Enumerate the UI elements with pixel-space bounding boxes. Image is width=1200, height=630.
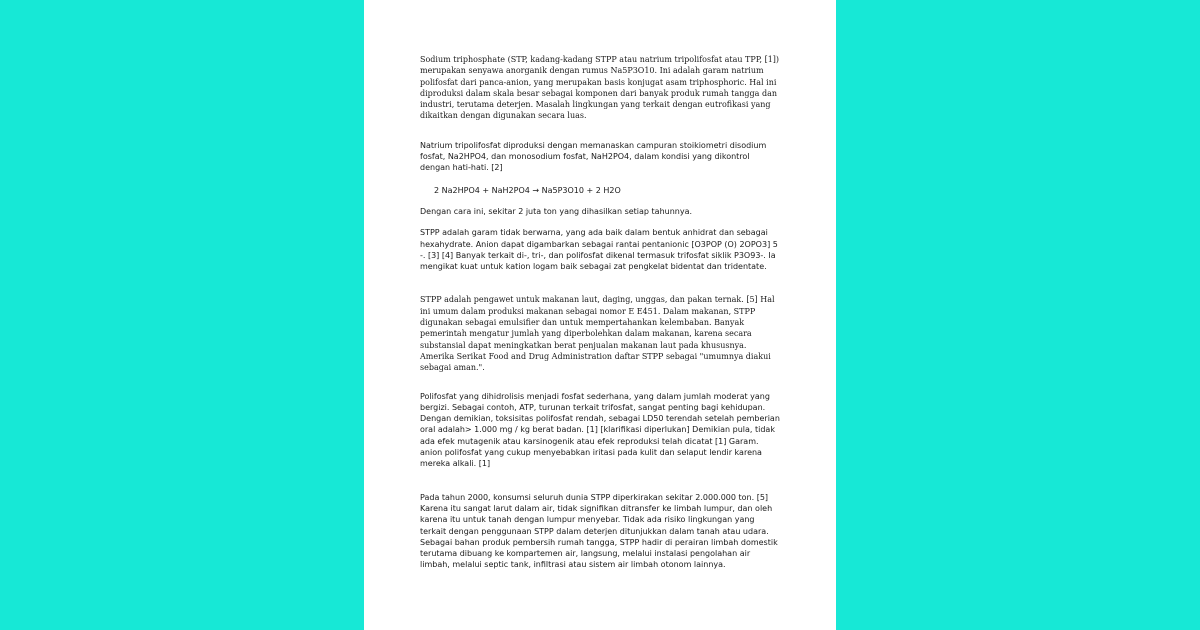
paragraph-intro: Sodium triphosphate (STP, kadang-kadang STPP atau natrium tripolifosfat atau TPP, [1]) merupakan senyawa anorganik dengan rumus Na5P3O10. Ini adalah garam natrium polifosfat dari panca-anion, yang merupakan basis konjugat asam triphosphoric. Hal ini diproduksi dalam skala besar sebagai komponen dari banyak produk rumah tangga dan industri, terutama deterjen. Masalah lingkungan yang terkait dengan eutrofikasi yang dikaitkan dengan digunakan secara luas. [420, 55, 780, 121]
chemical-equation: 2 Na2HPO4 + NaH2PO4 → Na5P3O10 + 2 H2O [434, 185, 621, 195]
paragraph-environment: Pada tahun 2000, konsumsi seluruh dunia STPP diperkirakan sekitar 2.000.000 ton. [5] Karena itu sangat larut dalam air, tidak signifikan ditransfer ke limbah lumpur, dan oleh karena itu untuk tanah dengan lumpur menyebar. Tidak ada risiko lingkungan yang terkait dengan penggunaan STPP dalam deterjen ditunjukkan dalam tanah atau udara. Sebagai bahan produk pembersih rumah tangga, STPP hadir di perairan limbah domestik terutama dibuang ke kompartemen air, langsung, melalui instalasi pengolahan air limbah, melalui septic tank, infiltrasi atau sistem air limbah otonom lainnya. [420, 492, 778, 570]
paragraph-toxicity: Polifosfat yang dihidrolisis menjadi fosfat sederhana, yang dalam jumlah moderat yang bergizi. Sebagai contoh, ATP, turunan terkait trifosfat, sangat penting bagi kehidupan. Dengan demikian, toksisitas polifosfat rendah, sebagai LD50 terendah setelah pemberian oral adalah> 1.000 mg / kg berat badan. [1] [klarifikasi diperlukan] Demikian pula, tidak ada efek mutagenik atau karsinogenik atau efek reproduksi telah dicatat [1] Garam. anion polifosfat yang cukup menyebabkan iritasi pada kulit dan selaput lendir karena mereka alkali. [1] [420, 391, 780, 469]
document-page [364, 0, 836, 630]
document-body [420, 54, 782, 571]
paragraph-food-uses: STPP adalah pengawet untuk makanan laut, daging, unggas, dan pakan ternak. [5] Hal ini umum dalam produksi makanan sebagai nomor E E451. Dalam makanan, STPP digunakan sebagai emulsifier dan untuk mempertahankan kelembaban. Banyak pemerintah mengatur jumlah yang diperbolehkan dalam makanan, karena secara substansial dapat meningkatkan berat penjualan makanan laut pada khususnya. Amerika Serikat Food and Drug Administration daftar STPP sebagai "umumnya diakui sebagai aman.". [420, 295, 775, 373]
paragraph-production: Natrium tripolifosfat diproduksi dengan memanaskan campuran stoikiometri disodium fosfat, Na2HPO4, dan monosodium fosfat, NaH2PO4, dalam kondisi yang dikontrol dengan hati-hati. [2] [420, 140, 767, 173]
paragraph-structure: STPP adalah garam tidak berwarna, yang ada baik dalam bentuk anhidrat dan sebagai hexahydrate. Anion dapat digambarkan sebagai rantai pentanionic [O3POP (O) 2OPO3] 5 -. [3] [4] Banyak terkait di-, tri-, dan polifosfat dikenal termasuk trifosfat siklik P3O93-. Ia mengikat kuat untuk kation logam baik sebagai zat pengkelat bidentat dan tridentate. [420, 228, 778, 272]
paragraph-annual-output: Dengan cara ini, sekitar 2 juta ton yang dihasilkan setiap tahunnya. [420, 206, 693, 216]
